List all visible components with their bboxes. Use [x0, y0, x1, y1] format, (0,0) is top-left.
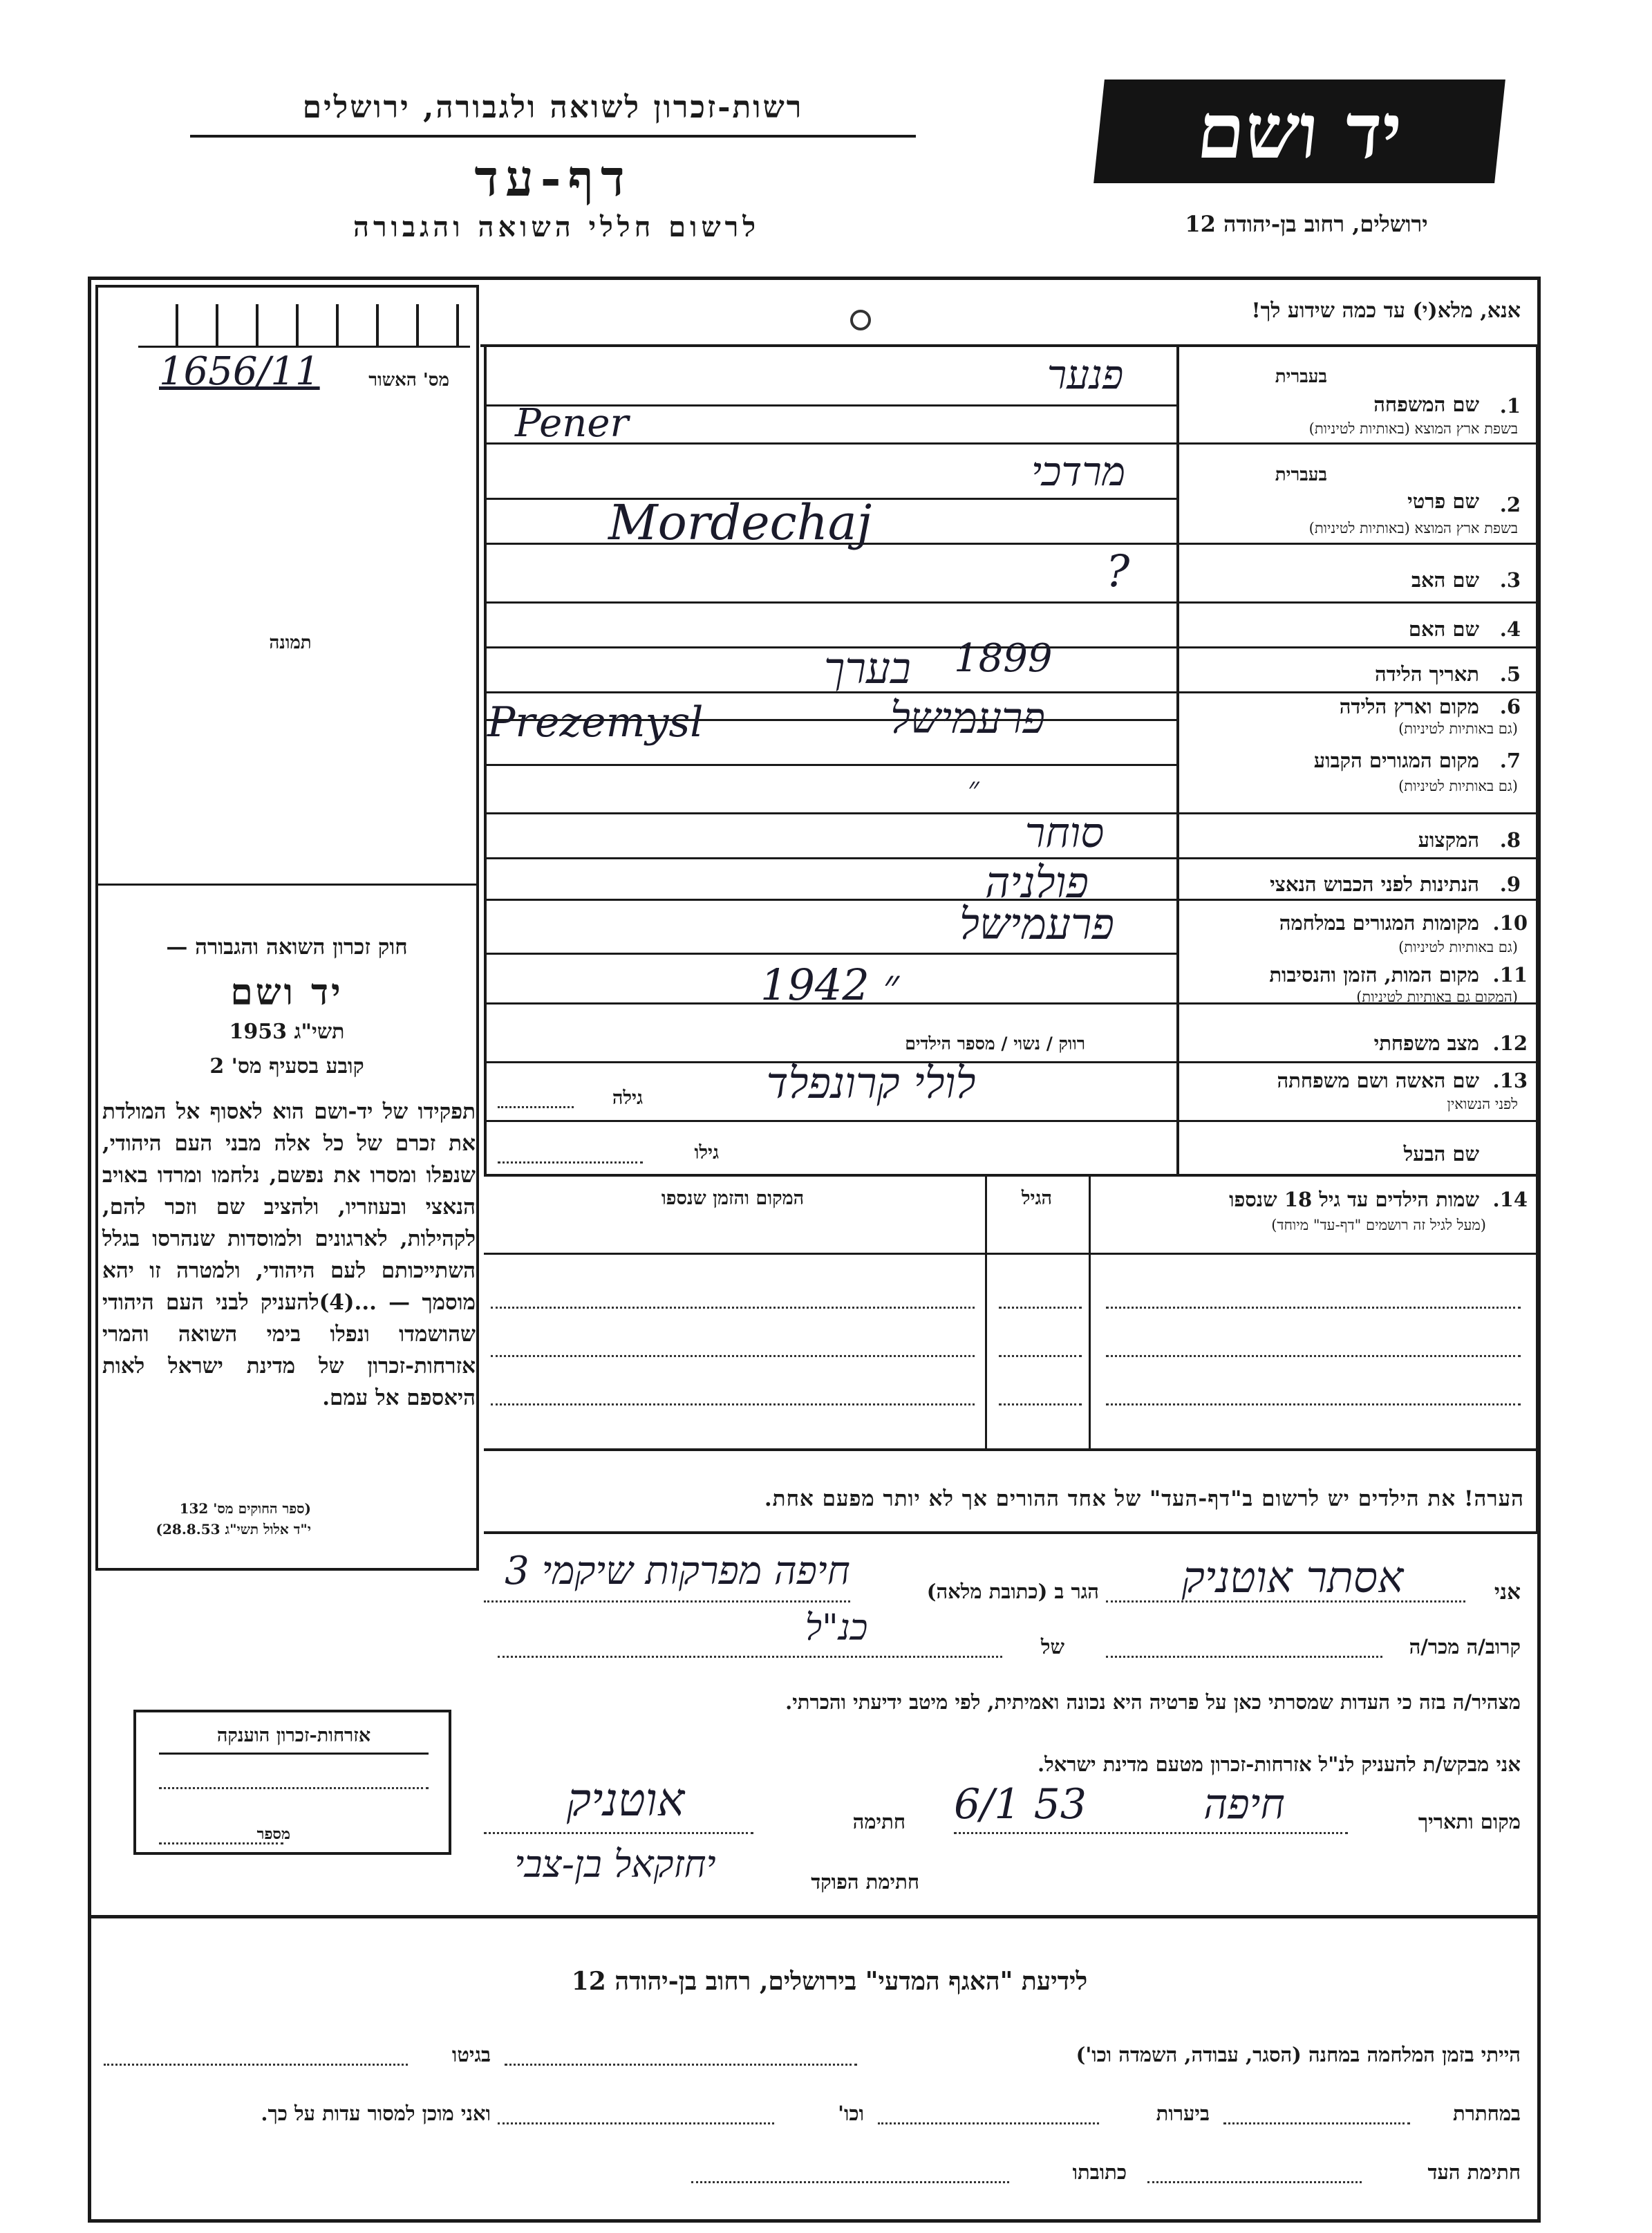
field-5-value: 1899: [954, 636, 1053, 681]
field-8-num: 8.: [1499, 828, 1521, 852]
registry-number-label: מס' האשור: [368, 370, 449, 391]
field-6-num: 6.: [1499, 695, 1521, 718]
children-vline: [985, 1177, 987, 1450]
fill-instruction: אנא, מלא(י) עד כמה שידוע לך!: [1251, 299, 1521, 323]
field-2-lang-tag: בעברית: [1275, 465, 1327, 485]
row-line: [487, 1174, 1537, 1177]
place-value: חיפה: [1203, 1780, 1285, 1829]
bottom-line2-c-fill: [498, 2122, 774, 2124]
declaration-relation-value: כנ"ל: [805, 1607, 868, 1649]
children-label: שמות הילדים עד גיל 18 שנספו: [1229, 1188, 1479, 1211]
fields-left-border: [484, 347, 487, 1177]
field-2-value-he: מרדכי: [1031, 448, 1126, 495]
children-row-line: [1106, 1403, 1521, 1405]
declaration-address-line: [484, 1600, 850, 1603]
husband-age-line: [498, 1161, 643, 1164]
declaration-address: חיפה מפרקות שיקמי 3: [505, 1549, 850, 1594]
field-9-label: הנתינות לפני הכבוש הנאצי: [1270, 872, 1479, 896]
institution-title: רשות-זכרון לשואה ולגבורה, ירושלים: [302, 90, 804, 125]
declaration-statement: מצהיר/ה בזה כי העדות שמסרתי כאן על פרטיה היא נכונה ואמיתית, לפי מיטב ידיעתי והכרתי.: [785, 1690, 1521, 1714]
label-row-line: [1179, 691, 1539, 693]
citizenship-number-label: מספר: [256, 1825, 290, 1843]
children-vline: [1089, 1177, 1091, 1450]
row-line: [487, 601, 1176, 604]
field-2-label: שם פרטי: [1407, 489, 1479, 513]
row-line: [487, 764, 1176, 766]
signature-label: חתימה: [852, 1810, 905, 1833]
field-5-num: 5.: [1499, 662, 1521, 686]
official-signature-value: יחזקאל בן-צבי: [514, 1842, 716, 1886]
citizenship-line: [159, 1787, 429, 1789]
field-2-value-latin: Mordechaj: [608, 494, 872, 551]
header-underline: [190, 135, 916, 138]
field-13-age-line: [498, 1106, 574, 1108]
label-row-line: [1179, 646, 1539, 648]
field-10-hint: (גם באותיות לטיניות): [1398, 939, 1518, 955]
label-row-line: [1179, 601, 1539, 604]
field-13-label: שם האשה ושם משפחתה: [1277, 1069, 1479, 1092]
field-1-value-latin: Pener: [515, 401, 629, 446]
law-logo: יד ושם: [230, 971, 344, 1013]
law-year: תשי"ג 1953: [229, 1020, 345, 1044]
children-num: 14.: [1492, 1188, 1528, 1211]
field-8-label: המקצוע: [1418, 828, 1479, 852]
declaration-of-line: [498, 1656, 1002, 1658]
field-8-value: סוחר: [1024, 809, 1105, 857]
fields-divider: [1176, 347, 1179, 1177]
bottom-line1-b-fill: [104, 2064, 408, 2066]
label-row-line: [1179, 1120, 1539, 1122]
form-title: דף-עד: [474, 149, 632, 207]
label-row-line: [1179, 857, 1539, 859]
citizenship-title: אזרחות-זכרון הוענקה: [216, 1725, 371, 1746]
declaration-relation-line: [1106, 1656, 1382, 1658]
signature-value: אוטניק: [566, 1773, 685, 1826]
place-date-line: [954, 1832, 1348, 1834]
field-4-label: שם האם: [1408, 617, 1479, 641]
bottom-line3-a: חתימת העד: [1427, 2160, 1521, 2184]
field-1-lang-tag: בעברית: [1275, 366, 1327, 387]
field-5-label: תאריך הלידה: [1375, 662, 1479, 686]
row-line: [487, 1120, 1176, 1122]
bottom-line2-b: ביערות: [1156, 2102, 1210, 2125]
bottom-section-line: [88, 1915, 1541, 1918]
bottom-line1-a-fill: [505, 2064, 857, 2066]
note-text: הערה! את הילדים יש לרשום ב"דף-העד" של אחד ההורים אך לא יותר מפעם אחת.: [764, 1486, 1524, 1511]
place-date-label: מקום ותאריך: [1418, 1810, 1521, 1833]
children-row-line: [1106, 1307, 1521, 1309]
bottom-line3-b-fill: [691, 2181, 1009, 2183]
children-header-line: [484, 1253, 1538, 1255]
field-6-value-he: פרעמישל: [890, 693, 1045, 743]
declaration-address-label: הגר ב (כתובת מלאה): [926, 1580, 1099, 1603]
form-subtitle: לרשום חללי השואה והגבורה: [353, 211, 760, 243]
citizenship-title-line: [159, 1753, 429, 1755]
field-3-label: שם האב: [1411, 568, 1479, 592]
bottom-line3-b: כתובתו: [1072, 2160, 1127, 2184]
husband-label: שם הבעל: [1403, 1142, 1479, 1166]
field-11-hint: (המקום גם באותיות לטיניות): [1356, 989, 1518, 1005]
top-note-line: [480, 344, 1538, 347]
law-section: קובע בסעיף מס' 2: [209, 1054, 364, 1078]
photo-divider: [97, 884, 478, 886]
declaration-name: אסתר אוטניק: [1181, 1552, 1404, 1603]
law-footer-2: י"ד אלול תשי"ג 28.8.53): [156, 1521, 311, 1538]
field-10-value: פרעמישל: [959, 899, 1114, 949]
yad-vashem-logo: יד ושם: [1093, 80, 1505, 183]
row-line: [487, 953, 1176, 955]
field-9-num: 9.: [1499, 872, 1521, 896]
label-row-line: [1179, 543, 1539, 545]
bottom-line2-d: ואני מוכן למסור עדות על כך.: [261, 2102, 491, 2125]
field-6-value-latin: Prezemysl: [487, 698, 704, 747]
field-1-hint: בשפת ארץ המוצא (באותיות לטיניות): [1308, 420, 1518, 437]
header-address: ירושלים, רחוב בן-יהודה 12: [1185, 211, 1428, 237]
citizenship-number-line: [159, 1842, 283, 1844]
field-12-options: רווק / נשוי / מספר הילדים: [905, 1034, 1085, 1054]
children-col-age: הגיל: [1021, 1188, 1053, 1209]
date-value: 6/1 53: [954, 1780, 1087, 1829]
field-10-label: מקומות המגורים במלחמה: [1279, 911, 1479, 935]
label-row-line: [1179, 442, 1539, 445]
field-12-label: מצב משפחתי: [1373, 1031, 1479, 1055]
field-3-num: 3.: [1499, 568, 1521, 592]
field-7-num: 7.: [1499, 749, 1521, 772]
children-row-line: [999, 1403, 1082, 1405]
label-row-line: [1179, 899, 1539, 901]
field-1-label: שם המשפחה: [1373, 393, 1479, 416]
field-13-age-label: גילה: [612, 1087, 643, 1109]
punch-hole: [850, 310, 871, 330]
bottom-line2-c: וכו': [838, 2102, 864, 2125]
field-2-num: 2.: [1499, 493, 1521, 516]
label-row-line: [1179, 1061, 1539, 1063]
husband-age-label: גילו: [694, 1142, 719, 1164]
declaration-of-label: של: [1040, 1635, 1064, 1659]
children-col-place: המקום והזמן שנספו: [661, 1188, 805, 1209]
bottom-title: לידיעת "האגף המדעי" בירושלים, רחוב בן-יהודה 12: [571, 1967, 1088, 1996]
field-6-hint: (גם באותיות לטיניות): [1398, 720, 1518, 737]
registry-number-value: 1656/11: [159, 349, 320, 394]
field-13-num: 13.: [1492, 1069, 1528, 1092]
law-title: חוק זכרון השואה והגבורה —: [166, 935, 408, 960]
declaration-relation-label: קרוב/ה מכר/ה: [1409, 1635, 1521, 1659]
children-row-line: [999, 1307, 1082, 1309]
field-1-value-he: פנער: [1046, 351, 1124, 398]
bottom-line2-a: במחתרת: [1453, 2102, 1521, 2125]
field-13-hint: לפני הנשואין: [1447, 1096, 1518, 1112]
official-signature-label: חתימת הפוקד: [811, 1870, 919, 1894]
field-7-label: מקום המגורים הקבוע: [1313, 749, 1479, 772]
note-top-line: [484, 1448, 1538, 1451]
law-footer-1: (ספר החוקים מס' 132: [179, 1500, 311, 1517]
children-row-line: [1106, 1355, 1521, 1357]
field-12-num: 12.: [1492, 1031, 1528, 1055]
field-9-value: פולניה: [984, 857, 1089, 908]
field-1-num: 1.: [1499, 394, 1521, 418]
field-13-value: לולי קרונפלד: [766, 1058, 976, 1108]
bottom-line1-b: בגיטו: [451, 2043, 491, 2066]
note-bottom-line: [484, 1531, 1538, 1534]
bottom-line1-a: הייתי בזמן המלחמה במחנה (הסגר, עבודה, השמדה וכו'): [1076, 2043, 1521, 2066]
field-7-hint: (גם באותיות לטיניות): [1398, 778, 1518, 794]
field-7-value: ״: [968, 771, 979, 806]
registry-ticks: [138, 304, 470, 348]
field-10-num: 10.: [1492, 911, 1528, 935]
children-row-line: [491, 1403, 975, 1405]
bottom-line2-a-fill: [1223, 2122, 1410, 2124]
field-5-value-he: בערך: [824, 643, 911, 693]
field-11-label: מקום המות, הזמן והנסיבות: [1269, 963, 1479, 987]
children-row-line: [999, 1355, 1082, 1357]
label-row-line: [1179, 812, 1539, 814]
children-hint: (מעל לגיל זה רושמים "דף-עד" מיוחד): [1271, 1217, 1486, 1233]
field-2-hint: בשפת ארץ המוצא (באותיות לטיניות): [1308, 520, 1518, 536]
field-11-value: 1942 ״: [760, 960, 900, 1010]
field-4-num: 4.: [1499, 617, 1521, 641]
declaration-name-line: [1106, 1600, 1465, 1603]
law-body: תפקידו של יד-ושם הוא לאסוף אל המולדת את זכרם של כל אלה מבני העם היהודי, שנפלו ומסרו את נפשם, נלחמו ומרדו באויב הנאצי ובעוזריו, ולהציב שם וזכר להם, לקהילות, לארגונים ולמוסדות שנהרסו בגלל השתייכותם לעם היהודי, ולמטרה זו יהא מוסמך — ...(4)להעניק לבני העם היהודי שהושמדו ונפלו בימי השואה והמרי אזרחות-זכרון של מדינת ישראל לאות היאספם אל עמם.: [102, 1099, 476, 1410]
field-3-value: ?: [1106, 546, 1130, 597]
declaration-ani: אני: [1494, 1580, 1521, 1605]
right-inner-border: [1536, 347, 1539, 1534]
declaration-request: אני מבקש/ת להעניק לנ"ל אזרחות-זכרון מטעם מדינת ישראל.: [1037, 1753, 1521, 1776]
bottom-line2-b-fill: [878, 2122, 1099, 2124]
photo-label: תמונה: [269, 633, 312, 653]
signature-line: [484, 1832, 753, 1834]
field-6-label: מקום וארץ הלידה: [1339, 695, 1479, 718]
field-11-num: 11.: [1492, 963, 1528, 987]
bottom-line3-a-fill: [1147, 2181, 1362, 2183]
children-row-line: [491, 1307, 975, 1309]
children-row-line: [491, 1355, 975, 1357]
